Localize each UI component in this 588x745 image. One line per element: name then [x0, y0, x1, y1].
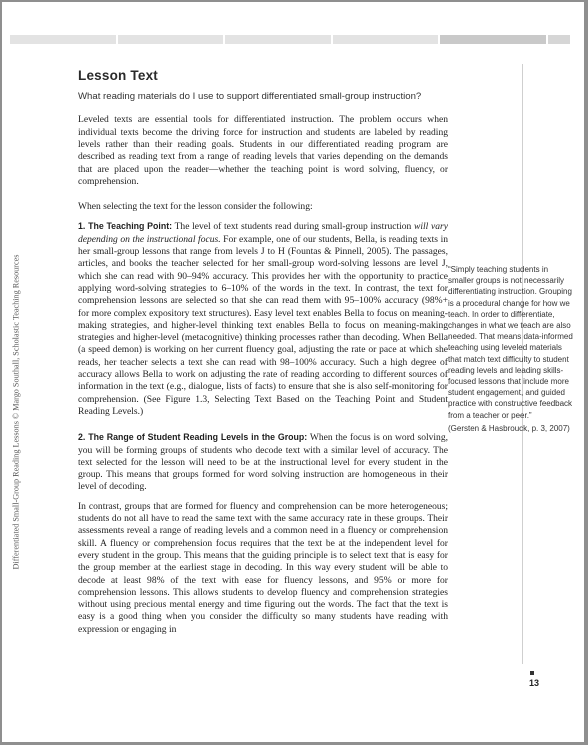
main-column — [78, 68, 448, 636]
reading-levels-text: When the focus is on word solving, you will be forming groups of students who decode text with a similar level of accuracy. The text selected for the lesson will need to be at the instructional level for every student in the group. This means that groups formed for word solving instruction are homogeneous in their level of decoding. — [78, 432, 448, 493]
lead-in-paragraph: When selecting the text for the lesson consider the following: — [78, 201, 313, 213]
header-bar-segment — [440, 35, 546, 44]
header-bar-segment — [118, 35, 224, 44]
header-bar — [10, 35, 570, 44]
teaching-point-emphasis: will vary depending on the instructional focus. — [78, 221, 448, 245]
teaching-point-paragraph — [78, 220, 448, 418]
reading-levels-paragraph — [78, 431, 448, 493]
page-number: 13 — [528, 678, 539, 688]
teaching-point-heading: 1. The Teaching Point: — [78, 221, 173, 232]
book-page — [2, 2, 584, 742]
header-bar-segment — [10, 35, 116, 44]
intro-paragraph: Leveled texts are essential tools for differentiated instruction. The problem occurs when individual texts become the driving force for instruction and students are labeled by reading levels rather than their reading goals. Students in our differentiated reading program are described as reading text from a range of reading levels that varies depending on the demands that are placed upon the reader—whether the teaching point is word solving, fluency, or comprehension. — [78, 114, 448, 187]
header-bar-segment — [333, 35, 439, 44]
contrast-paragraph: In contrast, groups that are formed for fluency and comprehension can be more heterogeneous; students do not all have to read the same text with the same accuracy rate in these groups. Their assessments reveal a range of reading levels and a common need in a fluency or comprehension skill. A fluency or comprehension focus requires that the text be at the independent level for every student in the group. This means that the guiding principle is to select text that is easy for the group member at the earliest stage in decoding. In this way every student will be able to decode at least 98% of the text with ease for fluency lessons, and 95% or more for comprehension lessons. This allows students to develop fluency and comprehension strategies without using precious mental energy and time figuring out the words. The fact that the text is easy is a good thing when you consider the difficulty so many students have reading with expression or engaging in — [78, 500, 448, 635]
quote-citation: (Gersten & Hasbrouck, p. 3, 2007) — [448, 423, 570, 433]
teaching-point-text-b: For example, one of our students, Bella, is reading texts in her small-group lessons that range from levels J to H (Fountas & Pinnell, 2005). The passages, articles, and books the teacher selected for her small-group word-solving lessons are level J, which she can read with 90–94% accuracy. This provides her with the opportunity to practice applying word-solving strategies to 6–10% of the words in the text. In contrast, the text for comprehension lessons are selected so that she can read them with 95–100% accuracy (98%+ for more complex expository text structures). Easy level text enables Bella to focus on meaning-making strategies, and higher-level thinking text enables Bella to focus on meaning-making strategies and higher-level (metacognitive) thinking processes rather than decoding. When Bella (a speed demon) is working on her current fluency goal, adjusting the rate or pace at which she reads, her teacher selects a text she can read with 98–100% accuracy. Such a high degree of accuracy allows Bella to work on adjusting the rate of reading according to different sources of information in the text (e.g., dialogue, lists of facts) to ensure that she is also self-monitoring for comprehension. (See Figure 1.3, Selecting Text Based on the Teaching Point and Student Reading Levels.) — [78, 233, 448, 417]
header-bar-end — [548, 35, 570, 44]
sidebar-quote — [448, 264, 574, 434]
section-title: Lesson Text — [78, 68, 158, 83]
spine-margin — [2, 2, 22, 742]
page-number-marker — [530, 671, 534, 675]
reading-levels-heading: 2. The Range of Student Reading Levels in the Group: — [78, 432, 308, 443]
quote-text: “Simply teaching students in smaller groups is not necessarily differentiating instruction. Grouping is a procedural change for how we teach. In order to differentiate, changes in what we teach are also needed. That means data-informed teaching using leveled materials that match text difficulty to student reading levels and leading skills-focused lessons that include more student engagement, and guided practice with constructive feedback from a teacher or peer.” — [448, 265, 573, 420]
teaching-point-text-a: The level of text students read during small-group instruction — [172, 221, 414, 233]
header-bar-segment — [225, 35, 331, 44]
section-question: What reading materials do I use to support differentiated small-group instruction? — [78, 91, 422, 102]
spine-copyright: Differentiated Small-Group Reading Lessons © Margo Southall, Scholastic Teaching Resources — [11, 254, 21, 570]
